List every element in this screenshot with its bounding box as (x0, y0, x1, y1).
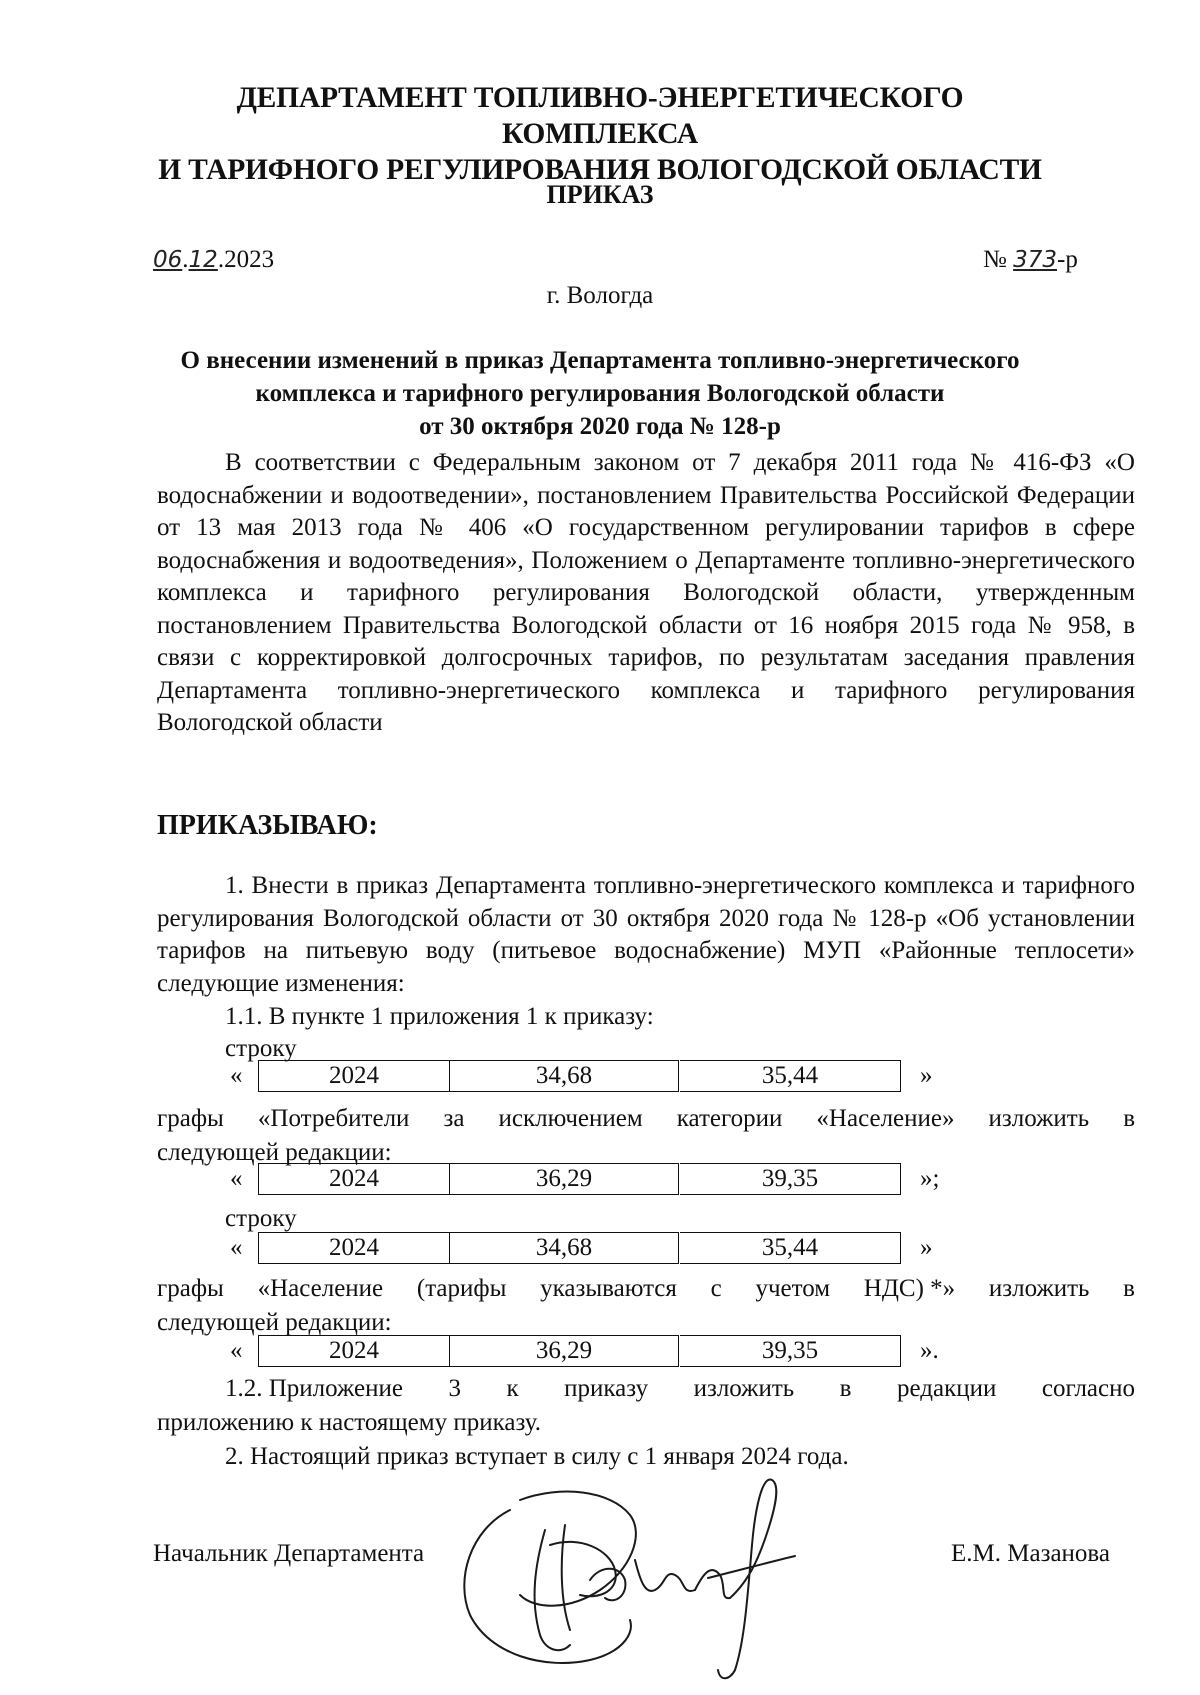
item-1-2-word: 3 (448, 1375, 461, 1402)
label-row-2: строку (225, 1205, 297, 1232)
item-2: 2. Настоящий приказ вступает в силу с 1 января 2024 года. (225, 1443, 849, 1470)
row-value-1: 36,29 (450, 1335, 679, 1367)
row-open-quote: « (230, 1337, 243, 1364)
row-close-quote: » (920, 1062, 933, 1089)
graph-1-line (157, 1105, 1135, 1133)
label-row-1: строку (225, 1035, 297, 1062)
item-1-2-word: к (506, 1375, 519, 1402)
graph-2-word: с (710, 1275, 722, 1302)
subject-line-2: комплекса и тарифного регулирования Вологодской области (255, 380, 945, 407)
row-value-2: 35,44 (680, 1232, 901, 1264)
row-open-quote: « (230, 1234, 243, 1261)
number-prefix: № (983, 246, 1007, 273)
graph-2-word: учетом (755, 1275, 831, 1302)
next-edition-2: следующей редакции: (157, 1309, 392, 1336)
department-name (150, 80, 1050, 188)
preamble-paragraph: В соответствии с Федеральным законом от 7 декабря 2011 года № 416-ФЗ «О водоснабжении и водоотведении», постановлением Правительства Российской Федерации от 13 мая 2013 года № 406 «О государственном регулировании тарифов в сфере водоснабжения и водоотведения», Положением о Департаменте топливно-энергетического комплекса и тарифного регулирования Вологодской области, утвержденным постановлением Правительства Вологодской области от 16 ноября 2015 года № 958, в связи с корректировкой долгосрочных тарифов, по результатам заседания правления Департамента топливно-энергетического комплекса и тарифного регулирования Вологодской области (157, 449, 1135, 736)
graph-2-word: (тарифы (416, 1275, 507, 1302)
graph-1-word: за (443, 1105, 465, 1132)
row-value-2: 39,35 (680, 1335, 901, 1367)
signatory-position: Начальник Департамента (153, 1540, 425, 1567)
item-1-2-word: редакции (896, 1375, 997, 1402)
row-year: 2024 (258, 1232, 450, 1264)
graph-2-word: графы (157, 1275, 224, 1302)
row-close-quote: ». (920, 1337, 939, 1364)
row-value-1: 34,68 (450, 1060, 679, 1092)
graph-1-word: исключением (498, 1105, 643, 1132)
row-open-quote: « (230, 1165, 243, 1192)
item-1-2-word: в (839, 1375, 852, 1402)
number-value: 373 (1013, 247, 1058, 273)
item-1-2-line (225, 1375, 1135, 1403)
handwritten-signature (450, 1470, 870, 1690)
item-1-2-word: приказу (564, 1375, 649, 1402)
item-1-2-word: согласно (1041, 1375, 1135, 1402)
item-1-paragraph: 1. Внести в приказ Департамента топливно-энергетического комплекса и тарифного регулирования Вологодской области от 30 октября 2020 года № 128-р «Об установлении тарифов на питьевую воду (питьевое водоснабжение) МУП «Районные теплосети» следующие изменения: (157, 872, 1135, 997)
graph-1-word: «Население» (816, 1105, 955, 1132)
row-open-quote: « (230, 1062, 243, 1089)
row-value-2: 39,35 (680, 1163, 901, 1195)
document-number (983, 246, 1078, 274)
graph-2-word: НДС) *» (863, 1275, 956, 1302)
row-close-quote: »; (920, 1165, 940, 1192)
document-subject (150, 344, 1050, 443)
signatory-name: Е.М. Мазанова (951, 1540, 1110, 1567)
date-separator: . (182, 246, 189, 273)
graph-2-line (157, 1275, 1135, 1303)
graph-2-word: изложить (988, 1275, 1090, 1302)
item-1-1: 1.1. В пункте 1 приложения 1 к приказу: (225, 1003, 654, 1030)
document-type: ПРИКАЗ (546, 180, 654, 209)
city: г. Вологда (546, 282, 654, 309)
department-line-2: И ТАРИФНОГО РЕГУЛИРОВАНИЯ ВОЛОГОДСКОЙ ОБЛАСТИ (158, 154, 1042, 186)
date-day: 06 (153, 247, 183, 273)
row-year: 2024 (258, 1335, 450, 1367)
graph-2-word: указываются (540, 1275, 677, 1302)
department-line-1: ДЕПАРТАМЕНТ ТОПЛИВНО-ЭНЕРГЕТИЧЕСКОГО КОМПЛЕКСА (236, 82, 964, 150)
item-1-2-word: изложить (693, 1375, 795, 1402)
row-year: 2024 (258, 1060, 450, 1092)
subject-line-3: от 30 октября 2020 года № 128-р (419, 413, 781, 440)
graph-2-word: в (1123, 1275, 1135, 1302)
next-edition-1: следующей редакции: (157, 1139, 392, 1166)
item-1-2-line-2: приложению к настоящему приказу. (157, 1409, 542, 1436)
row-year: 2024 (258, 1163, 450, 1195)
order-word: ПРИКАЗЫВАЮ: (157, 810, 378, 841)
subject-line-1: О внесении изменений в приказ Департамента топливно-энергетического (180, 347, 1020, 374)
graph-1-word: изложить (988, 1105, 1090, 1132)
graph-2-word: «Население (257, 1275, 384, 1302)
row-value-1: 36,29 (450, 1163, 679, 1195)
row-close-quote: » (920, 1234, 933, 1261)
row-value-1: 34,68 (450, 1232, 679, 1264)
row-value-2: 35,44 (680, 1060, 901, 1092)
document-date (153, 246, 274, 274)
graph-1-word: категории (676, 1105, 783, 1132)
graph-1-word: графы (157, 1105, 224, 1132)
item-1-2-word: 1.2. Приложение (225, 1375, 403, 1402)
graph-1-word: в (1123, 1105, 1135, 1132)
date-month: 12 (188, 247, 218, 273)
number-suffix: -р (1057, 246, 1078, 273)
graph-1-word: «Потребители (257, 1105, 410, 1132)
date-year: .2023 (217, 246, 275, 273)
